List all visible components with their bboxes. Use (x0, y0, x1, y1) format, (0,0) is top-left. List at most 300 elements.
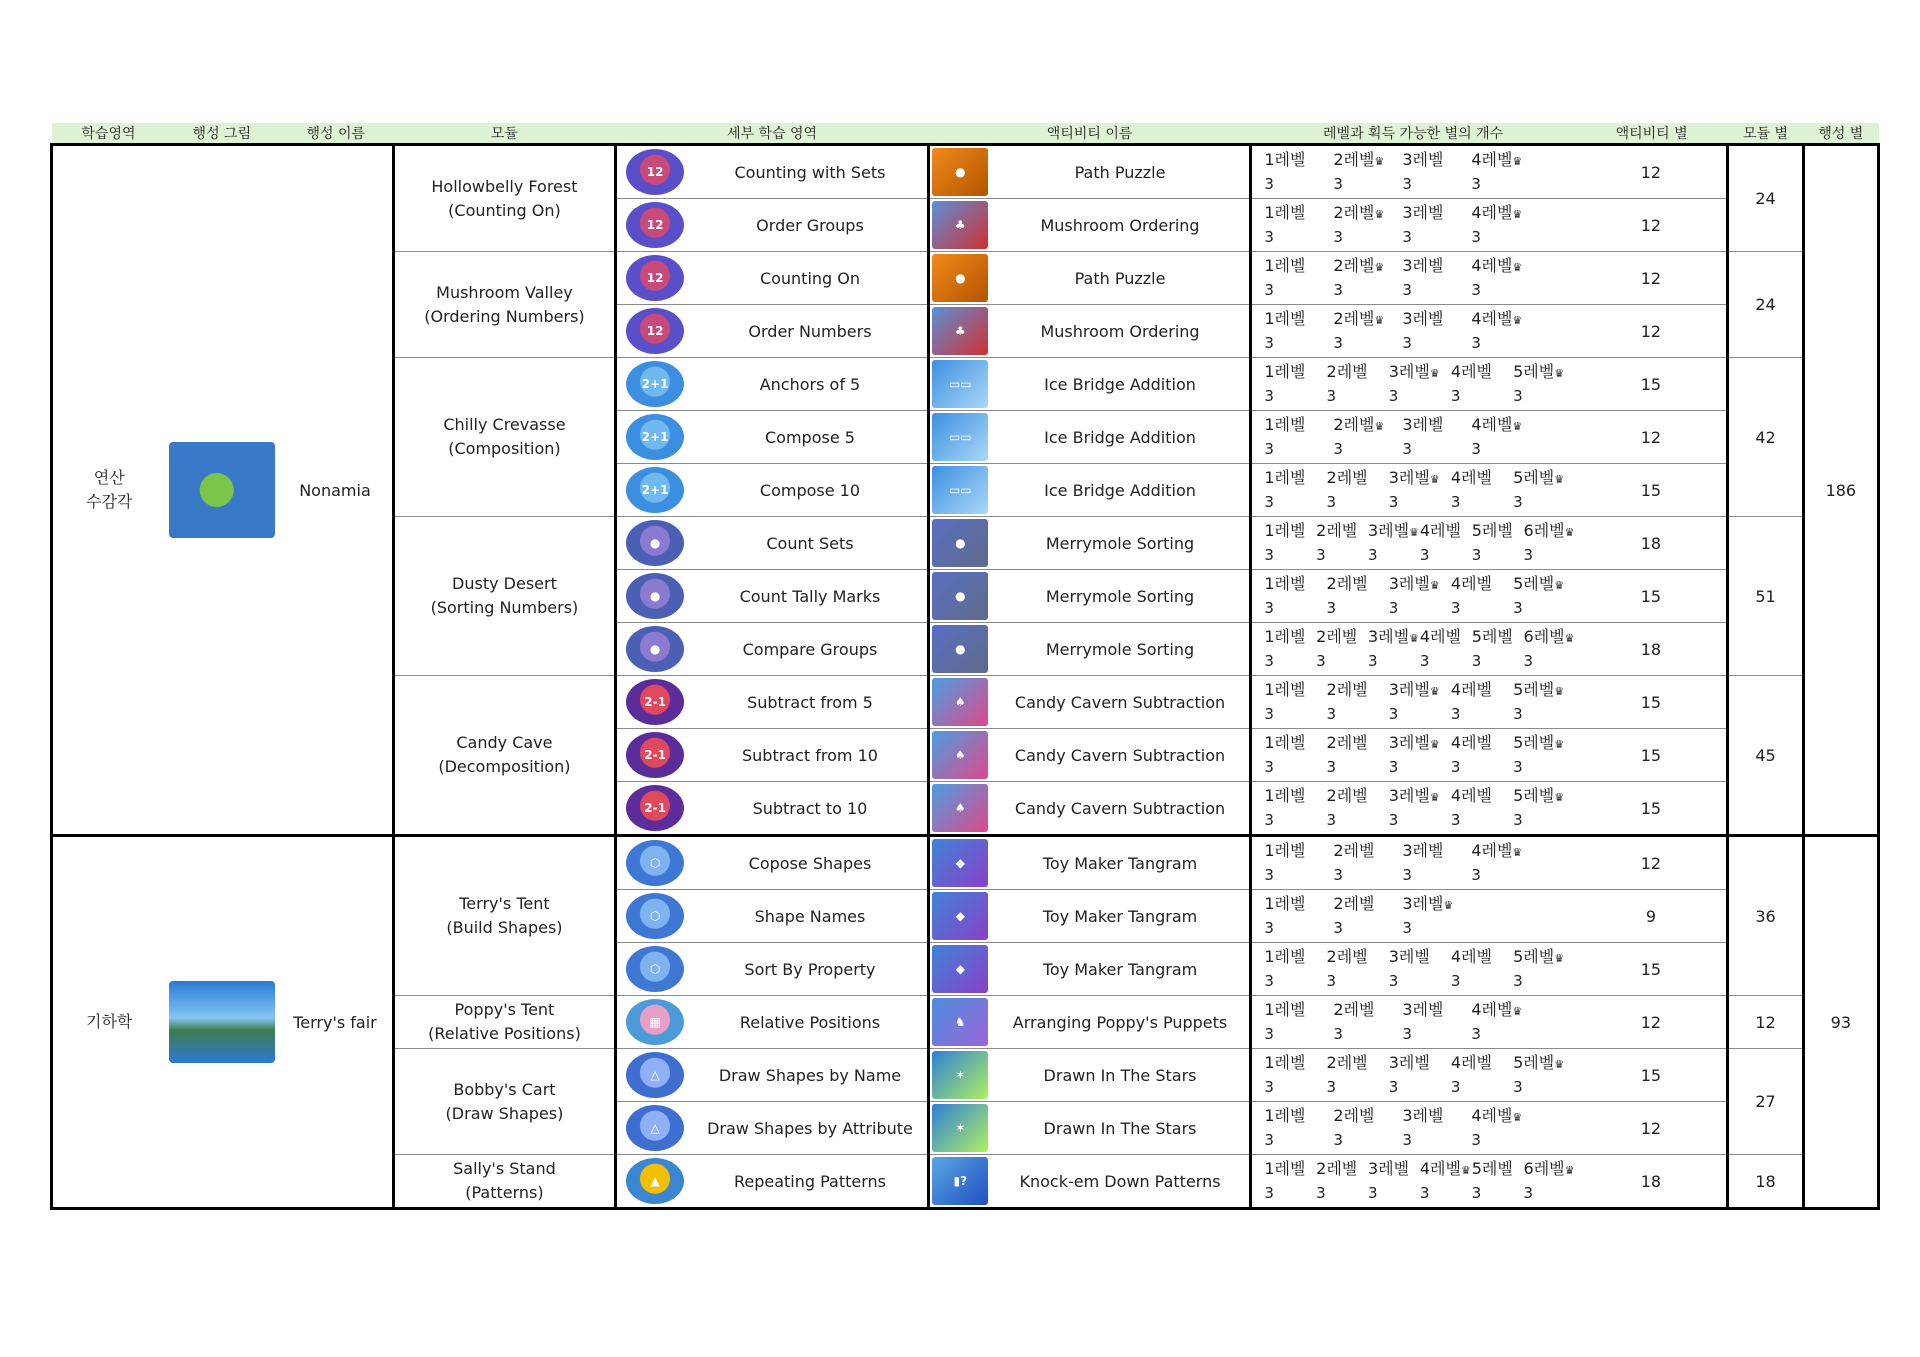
level-label: 4레벨♛ (1471, 1000, 1522, 1019)
level-stars (1264, 968, 1575, 993)
level-label: 6레벨♛ (1523, 627, 1574, 646)
sub-area-cell (693, 623, 928, 676)
level-stars (1264, 915, 1575, 940)
activity-icon-cell (928, 676, 990, 729)
level-star-count: 3 (1368, 651, 1378, 670)
level-star-count: 3 (1368, 1183, 1378, 1202)
sub-area-cell (693, 570, 928, 623)
level-label: 1레벨 (1264, 733, 1306, 752)
activity-name: Toy Maker Tangram (1042, 959, 1198, 979)
sub-area-icon-cell (616, 358, 693, 411)
sub-area-icon-cell (616, 623, 693, 676)
level-star-count: 3 (1316, 651, 1326, 670)
activity-icon-cell (928, 943, 990, 996)
level-star-count: 3 (1419, 1183, 1430, 1202)
level-star-count: 3 (1388, 598, 1399, 617)
levels-cell (1251, 570, 1576, 623)
crown-icon: ♛ (1429, 791, 1439, 804)
sub-area-icon-cell (616, 570, 693, 623)
module-name: Mushroom Valley (Ordering Numbers) (424, 282, 585, 326)
activity-icon-cell (928, 252, 990, 305)
activity-name: Path Puzzle (1074, 162, 1166, 182)
crown-icon: ♛ (1512, 1111, 1522, 1124)
activity-stars-cell (1575, 358, 1728, 411)
sub-area-cell (693, 464, 928, 517)
ice-bridge-icon: ▭▭ (932, 360, 988, 408)
level-star-count: 3 (1471, 545, 1482, 564)
addition-badge-icon: 2+1 (626, 414, 684, 460)
sub-area-name: Subtract from 10 (742, 745, 878, 765)
level-star-count: 3 (1513, 492, 1523, 511)
activity-icon-cell (928, 782, 990, 836)
activity-icon-cell (928, 1102, 990, 1155)
planet-name: Nonamia (299, 480, 371, 500)
sub-area-name: Subtract from 5 (747, 692, 873, 712)
activity-stars-cell (1575, 623, 1728, 676)
level-star-count: 3 (1471, 1130, 1481, 1149)
activity-star-total: 12 (1640, 162, 1662, 182)
level-star-count: 3 (1402, 918, 1412, 937)
levels-cell (1251, 305, 1576, 358)
level-star-count: 3 (1402, 227, 1412, 246)
sub-area-icon-cell (616, 996, 693, 1049)
level-label: 2레벨 (1326, 680, 1368, 699)
level-star-count: 3 (1471, 1024, 1481, 1043)
activity-cell (991, 729, 1251, 782)
level-star-count: 3 (1513, 386, 1523, 405)
levels-cell (1251, 464, 1576, 517)
level-label: 3레벨♛ (1368, 627, 1418, 646)
level-labels (1264, 570, 1575, 595)
header-activity-stars: 액티비티 별 (1575, 123, 1728, 145)
sub-area-cell (693, 996, 928, 1049)
activity-stars-cell (1575, 1049, 1728, 1102)
level-labels (1264, 837, 1575, 862)
activity-icon-cell (928, 199, 990, 252)
planet-image-cell (165, 145, 278, 836)
header-module-stars: 모듈 별 (1728, 123, 1803, 145)
level-label: 1레벨 (1264, 362, 1306, 381)
level-star-count: 3 (1513, 1077, 1523, 1096)
sub-area-cell (693, 1102, 928, 1155)
level-star-count: 3 (1419, 651, 1430, 670)
activity-name: Merrymole Sorting (1045, 586, 1195, 606)
crown-icon: ♛ (1554, 791, 1564, 804)
activity-name: Drawn In The Stars (1043, 1065, 1197, 1085)
level-star-count: 3 (1333, 227, 1343, 246)
tangram-icon: ◆ (932, 945, 988, 993)
planet-name: Terry's fair (293, 1012, 377, 1032)
counting-badge-icon: 12 (626, 202, 684, 248)
table-row (52, 836, 1879, 890)
sub-area-name: Compose 10 (759, 480, 861, 500)
activity-name: Ice Bridge Addition (1044, 374, 1196, 394)
activity-stars-cell (1575, 782, 1728, 836)
level-star-count: 3 (1264, 545, 1274, 564)
activity-star-total: 15 (1640, 692, 1662, 712)
level-star-count: 3 (1402, 439, 1412, 458)
mole-badge-icon: ● (626, 520, 684, 566)
level-star-count: 3 (1368, 545, 1378, 564)
level-star-count: 3 (1264, 757, 1274, 776)
level-star-count: 3 (1264, 386, 1274, 405)
level-star-count: 3 (1402, 865, 1412, 884)
ice-bridge-icon: ▭▭ (932, 413, 988, 461)
sub-area-name: Copose Shapes (748, 853, 872, 873)
module-stars-cell (1728, 996, 1803, 1049)
module-name: Poppy's Tent (Relative Positions) (428, 1000, 581, 1043)
planet-image-cell (165, 836, 278, 1209)
level-stars (1264, 1127, 1575, 1152)
activity-cell (991, 1049, 1251, 1102)
module-name: Dusty Desert (Sorting Numbers) (430, 574, 579, 617)
levels-cell (1251, 623, 1576, 676)
level-star-count: 3 (1402, 1130, 1412, 1149)
activity-icon-cell (928, 1155, 990, 1209)
header-levels: 레벨과 획득 가능한 별의 개수 (1251, 123, 1576, 145)
level-labels (1264, 464, 1575, 489)
crown-icon: ♛ (1429, 473, 1439, 486)
level-stars (1264, 1074, 1575, 1099)
activity-name: Candy Cavern Subtraction (1014, 692, 1226, 712)
level-label: 1레벨 (1264, 150, 1306, 169)
level-star-count: 3 (1326, 704, 1337, 723)
level-label: 2레벨 (1326, 362, 1368, 381)
level-star-count: 3 (1450, 492, 1461, 511)
sub-area-cell (693, 782, 928, 836)
activity-name: Ice Bridge Addition (1044, 480, 1196, 500)
level-label: 2레벨 (1333, 894, 1375, 913)
level-label: 6레벨♛ (1523, 521, 1574, 540)
level-label: 3레벨 (1402, 841, 1444, 860)
level-star-count: 3 (1450, 386, 1461, 405)
header-planet-image: 행성 그림 (165, 123, 278, 145)
level-stars (1264, 754, 1575, 779)
level-star-count: 3 (1388, 757, 1399, 776)
levels-cell (1251, 943, 1576, 996)
crown-icon: ♛ (1512, 208, 1522, 221)
level-label: 1레벨 (1264, 203, 1306, 222)
table-header-row (52, 123, 1879, 145)
puppet-icon: ♞ (932, 998, 988, 1046)
level-star-count: 3 (1450, 757, 1461, 776)
sub-area-name: Count Sets (766, 533, 854, 553)
level-labels (1264, 252, 1575, 277)
level-stars (1264, 595, 1575, 620)
sub-area-icon-cell (616, 464, 693, 517)
activity-stars-cell (1575, 996, 1728, 1049)
activity-icon-cell (928, 464, 990, 517)
shape-badge-icon: ⬡ (626, 840, 684, 886)
level-star-count: 3 (1333, 174, 1343, 193)
level-labels (1264, 1049, 1575, 1074)
activity-star-total: 12 (1640, 321, 1662, 341)
level-label: 3레벨 (1388, 947, 1430, 966)
level-star-count: 3 (1326, 598, 1337, 617)
level-label: 1레벨 (1264, 574, 1306, 593)
level-label: 4레벨♛ (1471, 415, 1522, 434)
module-cell (393, 1049, 615, 1155)
crown-icon: ♛ (1374, 420, 1384, 433)
sub-area-cell (693, 1049, 928, 1102)
activity-cell (991, 517, 1251, 570)
level-label: 4레벨 (1450, 786, 1493, 805)
level-stars (1264, 383, 1575, 408)
sub-area-cell (693, 145, 928, 199)
level-stars (1264, 489, 1575, 514)
activity-star-total: 12 (1640, 427, 1662, 447)
sub-area-icon-cell (616, 1155, 693, 1209)
activity-stars-cell (1575, 305, 1728, 358)
crown-icon: ♛ (1374, 155, 1384, 168)
module-cell (393, 676, 615, 836)
activity-stars-cell (1575, 676, 1728, 729)
sub-area-cell (693, 411, 928, 464)
mushroom-icon: ♣ (932, 201, 988, 249)
level-label: 1레벨 (1264, 786, 1306, 805)
level-star-count: 3 (1264, 598, 1274, 617)
level-stars (1264, 436, 1575, 461)
level-label: 4레벨♛ (1471, 841, 1522, 860)
sub-area-icon-cell (616, 517, 693, 570)
level-star-count: 3 (1333, 865, 1343, 884)
module-name: Hollowbelly Forest (Counting On) (431, 176, 578, 220)
level-label: 3레벨 (1402, 1000, 1444, 1019)
level-label: 3레벨♛ (1388, 733, 1439, 752)
sub-area-icon-cell (616, 411, 693, 464)
module-star-total: 18 (1755, 1171, 1776, 1191)
module-name: Chilly Crevasse (Composition) (443, 415, 566, 458)
module-cell (393, 996, 615, 1049)
header-module: 모듈 (393, 123, 615, 145)
activity-stars-cell (1575, 729, 1728, 782)
crown-icon: ♛ (1512, 1005, 1522, 1018)
level-label: 1레벨 (1264, 1106, 1306, 1125)
level-star-count: 3 (1471, 1183, 1482, 1202)
module-stars-cell (1728, 1155, 1803, 1209)
crown-icon: ♛ (1374, 208, 1384, 221)
level-labels (1264, 890, 1575, 915)
pumpkin-icon: ● (932, 254, 988, 302)
activity-stars-cell (1575, 145, 1728, 199)
level-label: 4레벨♛ (1471, 309, 1522, 328)
level-stars (1264, 171, 1575, 196)
activity-name: Merrymole Sorting (1045, 639, 1195, 659)
level-label: 4레벨 (1450, 733, 1493, 752)
level-star-count: 3 (1264, 492, 1274, 511)
level-labels (1264, 1155, 1575, 1180)
activity-stars-cell (1575, 252, 1728, 305)
activity-star-total: 12 (1640, 1118, 1662, 1138)
activity-star-total: 18 (1640, 1171, 1662, 1191)
activity-star-total: 12 (1640, 268, 1662, 288)
header-planet-name: 행성 이름 (278, 123, 393, 145)
levels-cell (1251, 358, 1576, 411)
ice-bridge-icon: ▭▭ (932, 466, 988, 514)
activity-icon-cell (928, 729, 990, 782)
sub-area-cell (693, 890, 928, 943)
mole-icon: ● (932, 625, 988, 673)
levels-cell (1251, 252, 1576, 305)
level-label: 1레벨 (1264, 521, 1306, 540)
level-labels (1264, 943, 1575, 968)
module-name: Terry's Tent (Build Shapes) (446, 894, 563, 937)
curriculum-table (50, 123, 1880, 1210)
triangle-badge-icon: △ (626, 1105, 684, 1151)
level-star-count: 3 (1264, 865, 1274, 884)
level-star-count: 3 (1513, 757, 1523, 776)
level-labels (1264, 676, 1575, 701)
balloon-cart-icon: ♠ (932, 784, 988, 832)
sub-area-name: Anchors of 5 (759, 374, 861, 394)
level-label: 1레벨 (1264, 1000, 1306, 1019)
table-row (52, 145, 1879, 199)
activity-cell (991, 358, 1251, 411)
crown-icon: ♛ (1429, 738, 1439, 751)
level-star-count: 3 (1264, 333, 1274, 352)
level-stars (1264, 1021, 1575, 1046)
level-label: 2레벨 (1326, 574, 1368, 593)
activity-name: Merrymole Sorting (1045, 533, 1195, 553)
level-label: 2레벨♛ (1333, 256, 1384, 275)
module-cell (393, 1155, 615, 1209)
levels-cell (1251, 676, 1576, 729)
crown-icon: ♛ (1429, 579, 1439, 592)
module-star-total: 45 (1755, 745, 1776, 765)
activity-name: Arranging Poppy's Puppets (1012, 1012, 1228, 1032)
level-star-count: 3 (1471, 227, 1481, 246)
level-label: 5레벨♛ (1513, 468, 1564, 487)
level-star-count: 3 (1264, 918, 1274, 937)
subtraction-badge-icon: 2-1 (626, 732, 684, 778)
sub-area-name: Sort By Property (744, 959, 876, 979)
fair-planet-icon (169, 981, 275, 1063)
module-stars-cell (1728, 836, 1803, 996)
level-label: 2레벨 (1326, 733, 1368, 752)
learning-area-label: 연산 수감각 (86, 468, 133, 511)
sub-area-name: Shape Names (754, 906, 866, 926)
activity-cell (991, 570, 1251, 623)
level-labels (1264, 782, 1575, 807)
level-star-count: 3 (1333, 1024, 1343, 1043)
level-label: 3레벨 (1402, 1106, 1444, 1125)
level-labels (1264, 996, 1575, 1021)
level-label: 1레벨 (1264, 841, 1306, 860)
level-star-count: 3 (1333, 1130, 1343, 1149)
crown-icon: ♛ (1554, 367, 1564, 380)
module-star-total: 42 (1755, 427, 1776, 447)
level-label: 2레벨♛ (1333, 309, 1384, 328)
level-label: 1레벨 (1264, 627, 1306, 646)
level-label: 2레벨 (1316, 521, 1358, 540)
level-star-count: 3 (1264, 439, 1274, 458)
level-labels (1264, 1102, 1575, 1127)
activity-stars-cell (1575, 943, 1728, 996)
level-star-count: 3 (1326, 386, 1337, 405)
pumpkin-icon: ● (932, 148, 988, 196)
level-label: 4레벨♛ (1419, 1159, 1470, 1178)
crown-icon: ♛ (1512, 314, 1522, 327)
level-label: 5레벨♛ (1513, 362, 1564, 381)
level-label: 1레벨 (1264, 947, 1306, 966)
activity-icon-cell (928, 836, 990, 890)
level-labels (1264, 358, 1575, 383)
level-star-count: 3 (1333, 918, 1343, 937)
module-star-total: 51 (1755, 586, 1776, 606)
activity-cell (991, 199, 1251, 252)
level-labels (1264, 729, 1575, 754)
activity-cell (991, 1155, 1251, 1209)
level-stars (1264, 701, 1575, 726)
module-star-total: 27 (1755, 1092, 1776, 1111)
level-label: 2레벨 (1316, 1159, 1358, 1178)
activity-star-total: 15 (1640, 586, 1662, 606)
subtraction-badge-icon: 2-1 (626, 679, 684, 725)
level-label: 5레벨♛ (1513, 574, 1564, 593)
sub-area-name: Repeating Patterns (733, 1171, 886, 1191)
sub-area-cell (693, 729, 928, 782)
level-star-count: 3 (1450, 810, 1461, 829)
sub-area-cell (693, 305, 928, 358)
activity-icon-cell (928, 305, 990, 358)
level-star-count: 3 (1388, 971, 1399, 990)
module-name: Candy Cave (Decomposition) (438, 733, 571, 776)
level-label: 3레벨♛ (1388, 786, 1439, 805)
level-label: 3레벨 (1402, 150, 1444, 169)
module-cell (393, 252, 615, 358)
level-star-count: 3 (1513, 598, 1523, 617)
level-star-count: 3 (1471, 174, 1481, 193)
activity-icon-cell (928, 358, 990, 411)
levels-cell (1251, 199, 1576, 252)
header-area: 학습영역 (52, 123, 166, 145)
learning-area-label: 기하학 (86, 1012, 133, 1031)
sub-area-cell (693, 676, 928, 729)
level-label: 2레벨 (1333, 1106, 1375, 1125)
crown-icon: ♛ (1554, 738, 1564, 751)
module-star-total: 12 (1755, 1012, 1776, 1032)
level-label: 4레벨 (1419, 521, 1461, 540)
sub-area-name: Draw Shapes by Name (718, 1065, 902, 1085)
level-label: 2레벨♛ (1333, 203, 1384, 222)
activity-star-total: 15 (1640, 798, 1662, 818)
planet-stars-cell (1803, 145, 1878, 836)
level-labels (1264, 199, 1575, 224)
activity-name: Mushroom Ordering (1040, 215, 1200, 235)
planet-name-cell (278, 145, 393, 836)
level-star-count: 3 (1316, 545, 1326, 564)
activity-icon-cell (928, 570, 990, 623)
level-star-count: 3 (1402, 174, 1412, 193)
activity-icon-cell (928, 996, 990, 1049)
level-label: 3레벨 (1402, 203, 1444, 222)
crown-icon: ♛ (1429, 367, 1439, 380)
activity-name: Knock-em Down Patterns (1019, 1171, 1221, 1191)
level-label: 1레벨 (1264, 415, 1306, 434)
level-star-count: 3 (1264, 1183, 1274, 1202)
balloon-cart-icon: ♠ (932, 678, 988, 726)
activity-stars-cell (1575, 1155, 1728, 1209)
activity-name: Drawn In The Stars (1043, 1118, 1197, 1138)
sub-area-icon-cell (616, 729, 693, 782)
level-stars (1264, 224, 1575, 249)
crown-icon: ♛ (1564, 632, 1574, 645)
level-star-count: 3 (1513, 704, 1523, 723)
sub-area-icon-cell (616, 252, 693, 305)
sub-area-name: Compare Groups (742, 639, 878, 659)
level-star-count: 3 (1333, 439, 1343, 458)
level-label: 3레벨♛ (1402, 894, 1453, 913)
